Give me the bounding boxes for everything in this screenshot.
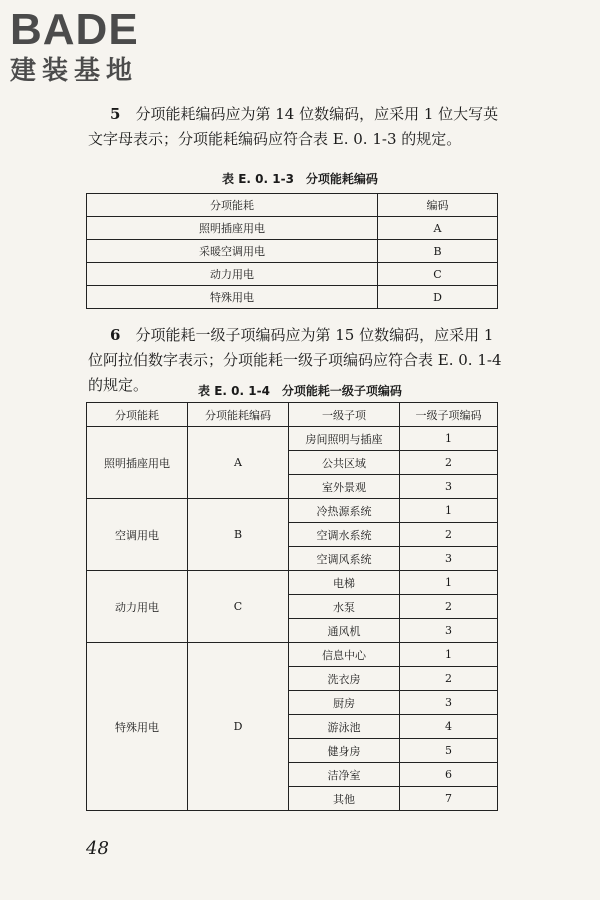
- table-cell: 特殊用电: [87, 286, 378, 309]
- category-cell: 动力用电: [87, 571, 188, 643]
- table-cell: 动力用电: [87, 263, 378, 286]
- table-row: [87, 571, 498, 595]
- category-code-cell: A: [188, 427, 289, 499]
- category-code-cell: C: [188, 571, 289, 643]
- subitem-code-cell: 2: [400, 451, 498, 475]
- paragraph-number: 5: [110, 105, 121, 123]
- page-number: 48: [86, 838, 109, 859]
- category-cell: 特殊用电: [87, 643, 188, 811]
- table-cell: C: [378, 263, 498, 286]
- subitem-code-cell: 3: [400, 691, 498, 715]
- column-header: 分项能耗: [87, 194, 378, 217]
- subitem-cell: 水泵: [289, 595, 400, 619]
- subitem-cell: 游泳池: [289, 715, 400, 739]
- subitem-code-cell: 2: [400, 595, 498, 619]
- subitem-cell: 房间照明与插座: [289, 427, 400, 451]
- subitem-cell: 空调水系统: [289, 523, 400, 547]
- paragraph-number: 6: [110, 326, 121, 344]
- subitem-code-cell: 4: [400, 715, 498, 739]
- table-cell: 采暖空调用电: [87, 240, 378, 263]
- subitem-code-table: [86, 402, 498, 811]
- subitem-cell: 室外景观: [289, 475, 400, 499]
- table-row: [87, 499, 498, 523]
- subitem-cell: 公共区域: [289, 451, 400, 475]
- subitem-code-cell: 5: [400, 739, 498, 763]
- column-header: 分项能耗: [87, 403, 188, 427]
- table-header-row: [87, 403, 498, 427]
- column-header: 一级子项: [289, 403, 400, 427]
- subitem-cell: 健身房: [289, 739, 400, 763]
- subitem-code-cell: 1: [400, 499, 498, 523]
- table-cell: D: [378, 286, 498, 309]
- column-header: 分项能耗编码: [188, 403, 289, 427]
- subitem-code-cell: 3: [400, 475, 498, 499]
- table-row: [87, 217, 498, 240]
- paragraph-text: 分项能耗一级子项编码应为第 15 位数编码，应采用 1 位阿拉伯数字表示；分项能耗一级子项编码应符合表 E. 0. 1-4 的规定。: [88, 326, 502, 394]
- table-row: [87, 427, 498, 451]
- subitem-cell: 冷热源系统: [289, 499, 400, 523]
- subitem-code-cell: 2: [400, 523, 498, 547]
- subitem-cell: 其他: [289, 787, 400, 811]
- subitem-cell: 洗衣房: [289, 667, 400, 691]
- paragraph-text: 分项能耗编码应为第 14 位数编码，应采用 1 位大写英文字母表示；分项能耗编码应符合表 E. 0. 1-3 的规定。: [88, 105, 499, 148]
- subitem-cell: 厨房: [289, 691, 400, 715]
- subitem-code-cell: 1: [400, 427, 498, 451]
- subitem-cell: 信息中心: [289, 643, 400, 667]
- table-row: [87, 643, 498, 667]
- category-cell: 空调用电: [87, 499, 188, 571]
- logo-wordmark: BADE: [10, 5, 139, 54]
- subitem-code-cell: 2: [400, 667, 498, 691]
- subitem-code-cell: 7: [400, 787, 498, 811]
- table-cell: 照明插座用电: [87, 217, 378, 240]
- table-cell: B: [378, 240, 498, 263]
- table-row: [87, 286, 498, 309]
- subitem-cell: 通风机: [289, 619, 400, 643]
- subitem-code-cell: 3: [400, 547, 498, 571]
- table-caption-1: 表 E. 0. 1-3 分项能耗编码: [222, 172, 378, 186]
- table-row: [87, 240, 498, 263]
- category-code-cell: D: [188, 643, 289, 811]
- logo-subtitle: 建装基地: [10, 56, 139, 86]
- subitem-code-cell: 6: [400, 763, 498, 787]
- energy-category-code-table: [86, 193, 498, 309]
- subitem-code-cell: 3: [400, 619, 498, 643]
- bade-logo: [10, 6, 139, 86]
- subitem-code-cell: 1: [400, 571, 498, 595]
- subitem-cell: 洁净室: [289, 763, 400, 787]
- category-cell: 照明插座用电: [87, 427, 188, 499]
- table-header-row: [87, 194, 498, 217]
- subitem-cell: 电梯: [289, 571, 400, 595]
- column-header: 一级子项编码: [400, 403, 498, 427]
- table-cell: A: [378, 217, 498, 240]
- table-row: [87, 263, 498, 286]
- subitem-cell: 空调风系统: [289, 547, 400, 571]
- table-caption-2: 表 E. 0. 1-4 分项能耗一级子项编码: [198, 384, 402, 398]
- category-code-cell: B: [188, 499, 289, 571]
- subitem-code-cell: 1: [400, 643, 498, 667]
- paragraph-5: [88, 102, 508, 152]
- column-header: 编码: [378, 194, 498, 217]
